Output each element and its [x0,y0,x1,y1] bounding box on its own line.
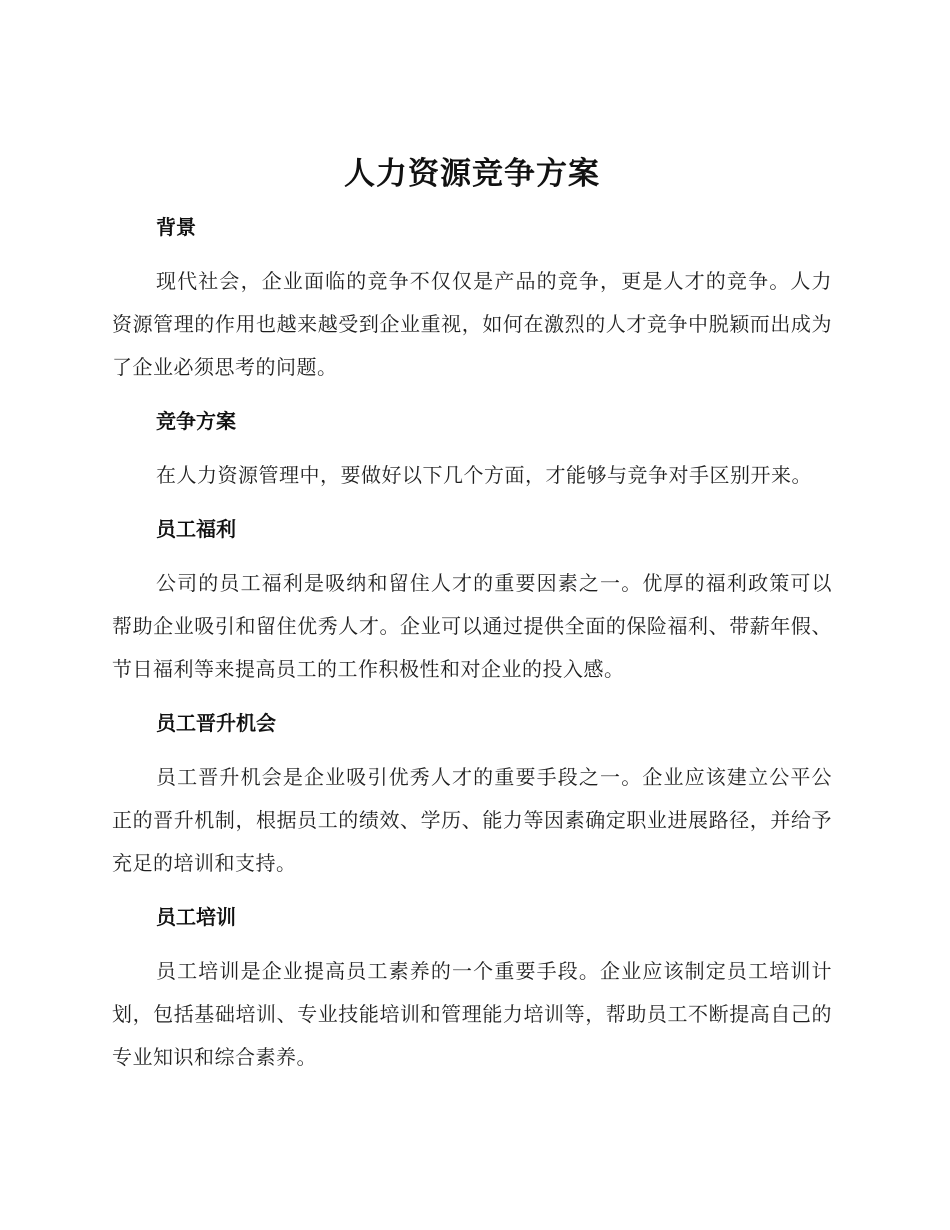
section-paragraph: 员工晋升机会是企业吸引优秀人才的重要手段之一。企业应该建立公平公正的晋升机制，根据员工的绩效、学历、能力等因素确定职业进展路径，并给予充足的培训和支持。 [112,765,832,875]
section-heading: 背景 [156,215,196,239]
section-heading: 员工晋升机会 [156,711,276,735]
section-paragraph: 在人力资源管理中，要做好以下几个方面，才能够与竞争对手区别开来。 [156,463,812,487]
section-competition-plan [112,406,832,497]
section-background [112,212,832,389]
document-title: 人力资源竞争方案 [344,156,600,192]
section-paragraph: 公司的员工福利是吸纳和留住人才的重要因素之一。优厚的福利政策可以帮助企业吸引和留住优秀人才。企业可以通过提供全面的保险福利、带薪年假、节日福利等来提高员工的工作积极性和对企业的投入感。 [112,571,832,681]
section-heading: 竞争方案 [156,409,236,433]
section-employee-benefits [112,514,832,691]
section-paragraph: 现代社会，企业面临的竞争不仅仅是产品的竞争，更是人才的竞争。人力资源管理的作用也越来越受到企业重视，如何在激烈的人才竞争中脱颖而出成为了企业必须思考的问题。 [112,269,832,379]
section-promotion-opportunities [112,708,832,885]
section-paragraph: 员工培训是企业提高员工素养的一个重要手段。企业应该制定员工培训计划，包括基础培训、专业技能培训和管理能力培训等，帮助员工不断提高自己的专业知识和综合素养。 [112,959,832,1069]
document-page [112,148,832,1096]
section-heading: 员工福利 [156,517,236,541]
section-employee-training [112,902,832,1079]
section-heading: 员工培训 [156,905,236,929]
